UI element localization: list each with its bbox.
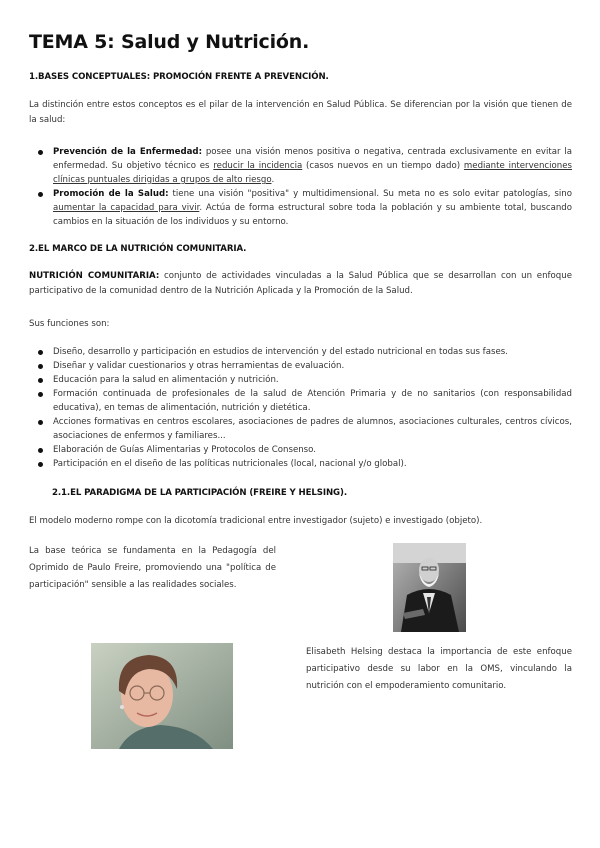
prevencion-label: Prevención de la Enfermedad:	[53, 147, 203, 157]
functions-intro: Sus funciones son:	[29, 319, 110, 329]
section-2-1-heading: 2.1.EL PARADIGMA DE LA PARTICIPACIÓN (FREIRE Y HELSING).	[52, 488, 347, 498]
intervenciones-underlined: mediante intervenciones clínicas puntuales dirigidas a grupos de alto riesgo	[53, 161, 572, 185]
list-item: Diseño, desarrollo y participación en estudios de intervención y del estado nutricional en todas sus fases.	[29, 345, 572, 359]
page-title: TEMA 5: Salud y Nutrición.	[29, 31, 310, 53]
section-1-intro: La distinción entre estos conceptos es el pilar de la intervención en Salud Pública. Se diferencian por la visión que tienen de la salud:	[29, 100, 572, 125]
list-item: Participación en el diseño de las políticas nutricionales (local, nacional y/o global).	[29, 457, 572, 471]
promocion-label: Promoción de la Salud:	[53, 189, 169, 199]
section-2-1-intro: El modelo moderno rompe con la dicotomía tradicional entre investigador (sujeto) e investigado (objeto).	[29, 516, 483, 526]
functions-list	[29, 345, 572, 471]
freire-paragraph: La base teórica se fundamenta en la Pedagogía del Oprimido de Paulo Freire, promoviendo una "política de participación" sensible a las realidades sociales.	[29, 546, 276, 590]
prevencion-text-2: (casos nuevos en un tiempo dado)	[302, 161, 464, 171]
freire-portrait-image	[393, 543, 466, 632]
promocion-text: tiene una visión "positiva" y multidimensional. Su meta no es solo evitar patologías, sino	[168, 189, 573, 199]
prevention-promotion-list	[29, 145, 572, 229]
list-item: Diseñar y validar cuestionarios y otras herramientas de evaluación.	[29, 359, 572, 373]
aumentar-capacidad-underlined: aumentar la capacidad para vivir	[53, 203, 200, 213]
definition-text: conjunto de actividades vinculadas a la Salud Pública que se desarrollan con un enfoque participativo de la comunidad dentro de la Nutrición Aplicada y la Promoción de la Salud.	[29, 271, 572, 296]
prevencion-text-3: .	[271, 175, 275, 185]
list-item: Educación para la salud en alimentación y nutrición.	[29, 373, 572, 387]
helsing-photo	[91, 643, 233, 749]
freire-photo	[393, 543, 466, 632]
list-item	[29, 187, 572, 229]
helsing-paragraph: Elisabeth Helsing destaca la importancia de este enfoque participativo desde su labor en la OMS, vinculando la nutrición con el empoderamiento comunitario.	[306, 647, 572, 691]
list-item	[29, 145, 572, 187]
list-item: Formación continuada de profesionales de la salud de Atención Primaria y de no sanitarios (con responsabilidad educativa), en temas de alimentación, nutrición y dietética.	[29, 387, 572, 415]
nutricion-comunitaria-definition	[29, 269, 572, 299]
promocion-text-2: . Actúa de forma estructural sobre toda la población y su ambiente total, buscando cambios en la situación de los individuos y su entorno.	[53, 203, 573, 227]
section-2-heading: 2.EL MARCO DE LA NUTRICIÓN COMUNITARIA.	[29, 244, 247, 254]
helsing-portrait-image	[91, 643, 233, 749]
section-1-heading: 1.BASES CONCEPTUALES: PROMOCIÓN FRENTE A PREVENCIÓN.	[29, 72, 329, 82]
list-item: Elaboración de Guías Alimentarias y Protocolos de Consenso.	[29, 443, 572, 457]
prevencion-text: posee una visión menos positiva o negativa, centrada exclusivamente en evitar la enfermedad. Su objetivo técnico es	[53, 147, 572, 171]
definition-label: NUTRICIÓN COMUNITARIA:	[29, 271, 160, 281]
list-item: Acciones formativas en centros escolares, asociaciones de padres de alumnos, asociaciones culturales, centros cívicos, asociaciones de enfermos y familiares...	[29, 415, 572, 443]
reducir-incidencia-underlined: reducir la incidencia	[213, 161, 303, 171]
